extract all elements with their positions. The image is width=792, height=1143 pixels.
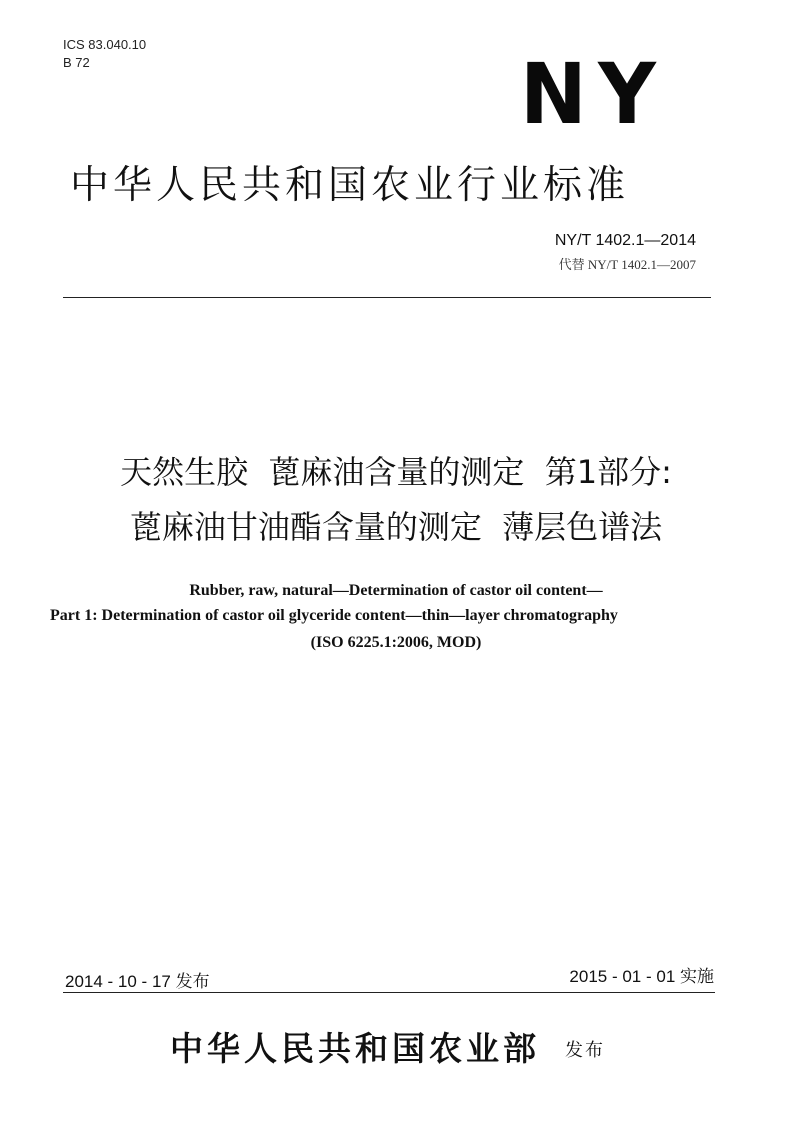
top-divider [63,297,711,298]
ny-logo: NY [520,45,668,143]
replaced-standard: 代替 NY/T 1402.1—2007 [558,257,696,272]
issue-date: 2014 - 10 - 17 发布 [65,972,210,991]
title-cn-line2: 蓖麻油甘油酯含量的测定 薄层色谱法 [129,508,663,546]
title-en-line2: Part 1: Determination of castor oil glyceride content—thin—layer chromatography [50,607,618,624]
ics-code: ICS 83.040.10 [63,37,147,52]
implementation-date: 2015 - 01 - 01 实施 [569,967,714,986]
publish-label: 发布 [565,1040,605,1061]
publisher-name: 中华人民共和国农业部 [170,1029,540,1068]
classification-codes [63,36,146,72]
title-en-line3: (ISO 6225.1:2006, MOD) [310,634,482,651]
standard-category-heading: 中华人民共和国农业行业标准 [70,163,630,208]
standard-number: NY/T 1402.1—2014 [554,232,696,249]
title-en-line1: Rubber, raw, natural—Determination of castor oil content— [189,582,603,599]
bottom-divider [63,992,715,993]
ccs-code: B 72 [63,55,90,70]
title-cn-line1: 天然生胶 蓖麻油含量的测定 第1部分: [120,453,672,491]
